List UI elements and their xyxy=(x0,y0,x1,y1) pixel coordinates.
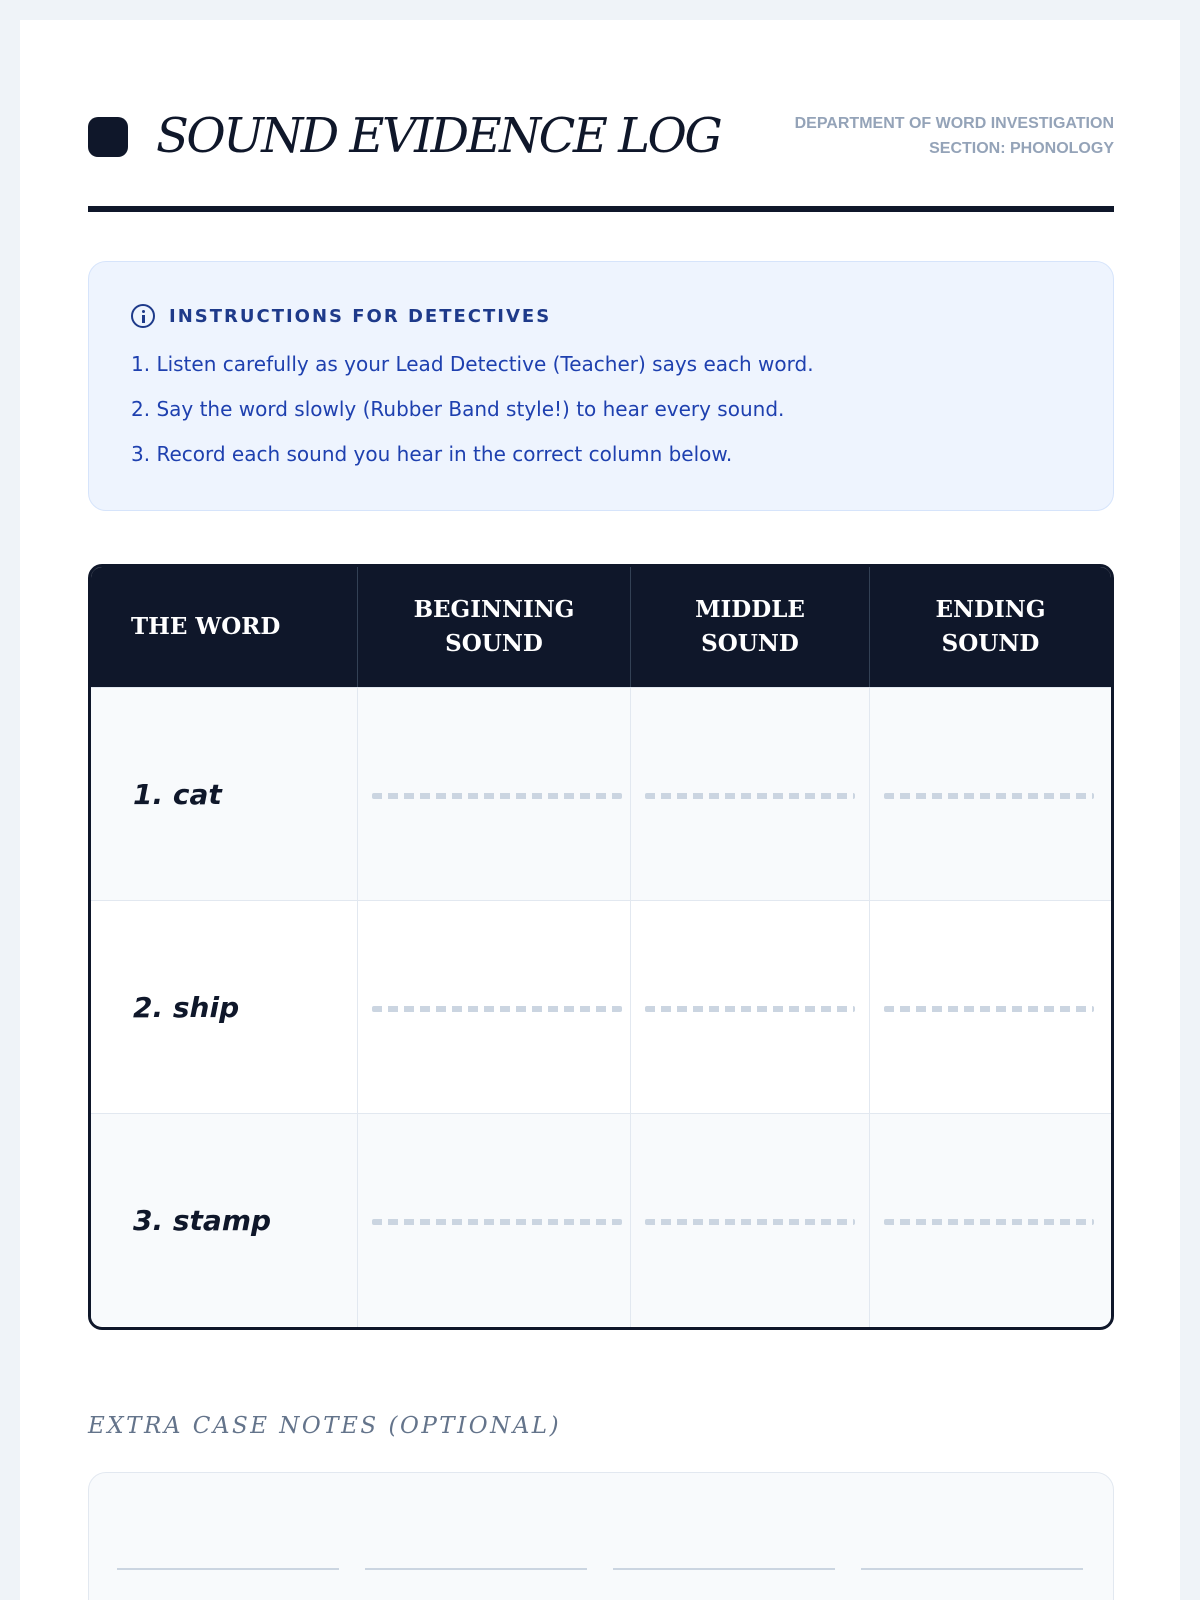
middle-sound-cell[interactable] xyxy=(630,1114,869,1327)
middle-sound-cell[interactable] xyxy=(630,688,869,901)
department-info xyxy=(795,111,1114,161)
column-header-ending-label xyxy=(936,593,1046,661)
column-header-middle-label xyxy=(695,593,805,661)
ending-sound-cell[interactable] xyxy=(869,901,1111,1114)
word-cell xyxy=(91,688,357,901)
column-header-beginning xyxy=(357,567,630,687)
header-line: SOUND xyxy=(445,630,543,657)
beginning-sound-cell[interactable] xyxy=(357,901,630,1114)
table-header xyxy=(91,567,1111,687)
writing-line xyxy=(645,793,855,799)
writing-line xyxy=(372,793,622,799)
writing-line xyxy=(884,1006,1094,1012)
writing-line xyxy=(884,793,1094,799)
word-cell xyxy=(91,1114,357,1327)
ending-sound-cell[interactable] xyxy=(869,688,1111,901)
writing-line xyxy=(645,1219,855,1225)
info-icon xyxy=(131,304,155,328)
header-line: BEGINNING xyxy=(413,596,575,623)
writing-line xyxy=(884,1219,1094,1225)
word-label: 3. stamp xyxy=(133,1204,272,1237)
table-row xyxy=(91,687,1111,900)
note-line xyxy=(861,1568,1083,1570)
page-title: SOUND EVIDENCE LOG xyxy=(156,108,721,164)
instruction-item: 3. Record each sound you hear in the correct column below. xyxy=(131,442,733,466)
column-header-ending xyxy=(869,567,1111,687)
header-line: SOUND xyxy=(701,630,799,657)
header-line: ENDING xyxy=(935,596,1046,623)
page-header xyxy=(88,88,1114,212)
note-line xyxy=(613,1568,835,1570)
table-row xyxy=(91,1113,1111,1326)
column-header-beginning-label xyxy=(414,593,575,661)
worksheet-page xyxy=(20,20,1180,1600)
column-header-word-label: THE WORD xyxy=(131,613,281,640)
writing-line xyxy=(372,1006,622,1012)
instructions-list xyxy=(131,342,814,477)
header-line: SOUND xyxy=(941,630,1040,657)
instruction-item: 2. Say the word slowly (Rubber Band style!) to hear every sound. xyxy=(131,397,785,421)
instruction-item: 1. Listen carefully as your Lead Detective (Teacher) says each word. xyxy=(131,352,814,376)
department-name: DEPARTMENT OF WORD INVESTIGATION xyxy=(794,115,1114,132)
ending-sound-cell[interactable] xyxy=(869,1114,1111,1327)
writing-line xyxy=(645,1006,855,1012)
note-line xyxy=(117,1568,339,1570)
beginning-sound-cell[interactable] xyxy=(357,1114,630,1327)
word-label: 2. ship xyxy=(133,991,240,1024)
column-header-word xyxy=(91,567,357,687)
instructions-title: INSTRUCTIONS FOR DETECTIVES xyxy=(169,305,552,327)
beginning-sound-cell[interactable] xyxy=(357,688,630,901)
word-label: 1. cat xyxy=(133,778,222,811)
logo-mark xyxy=(88,117,128,157)
section-name: SECTION: PHONOLOGY xyxy=(929,140,1114,157)
instructions-header xyxy=(131,304,551,328)
notes-label: EXTRA CASE NOTES (OPTIONAL) xyxy=(88,1413,562,1439)
evidence-table xyxy=(88,564,1114,1330)
table-row xyxy=(91,900,1111,1113)
note-line xyxy=(365,1568,587,1570)
notes-area[interactable] xyxy=(88,1472,1114,1600)
instructions-box xyxy=(88,261,1114,511)
writing-line xyxy=(372,1219,622,1225)
middle-sound-cell[interactable] xyxy=(630,901,869,1114)
column-header-middle xyxy=(630,567,869,687)
header-line: MIDDLE xyxy=(695,596,805,623)
word-cell xyxy=(91,901,357,1114)
